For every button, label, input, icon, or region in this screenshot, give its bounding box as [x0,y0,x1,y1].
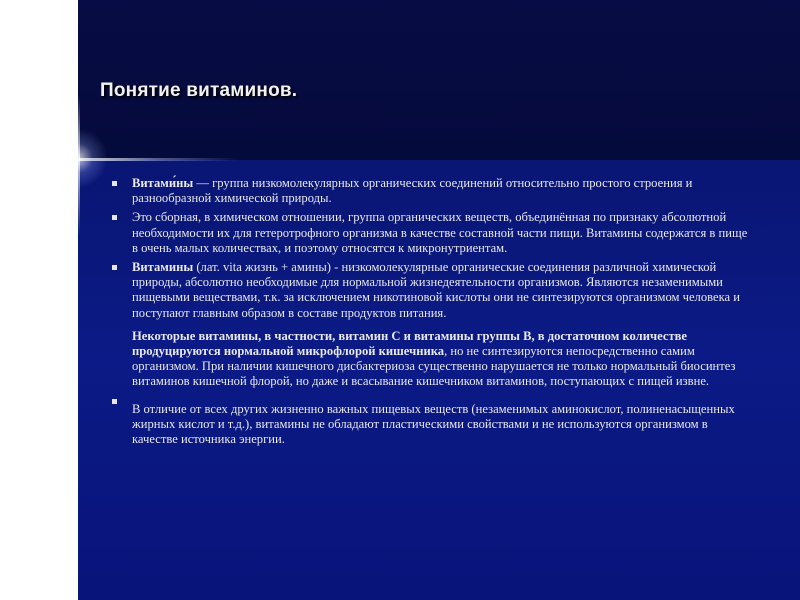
bullet-icon [112,399,117,404]
paragraph-gap [132,321,750,329]
bullet-icon [112,265,117,270]
microflora-paragraph [132,329,750,390]
slide-title: Понятие витаминов. [100,80,298,101]
bullet-item [110,260,750,390]
definition-text: — группа низкомолекулярных органических соединений относительно простого строения и разнообразной химической природы. [132,176,693,206]
microflora-bold-text: Некоторые витамины, в частности, витамин С и витамины группы В, в достаточном количестве продуцируются нормальной микрофлорой кишечника [132,328,688,359]
slide-body [110,176,750,451]
bullet-item [110,176,750,206]
description-text: Это сборная, в химическом отношении, группа органических веществ, объединённая по признаку абсолютной необходимости их для гетеротрофного организма в качестве составной части пищи. Витамины содержатся в пище в очень малых количествах, и поэтому относятся к микронутриентам. [132,210,748,255]
energy-paragraph: В отличие от всех других жизненно важных пищевых веществ (незаменимых аминокислот, полиненасыщенных жирных кислот и т.д.), витамины не обладают пластическими свойствами и не используются организмом в качестве источника энергии. [132,401,735,447]
slide [78,0,800,600]
paragraph-gap [132,394,750,402]
term-vitamins: Витамины [132,260,194,275]
term-vitamins: Витами́ны [132,176,194,190]
bullet-item [110,394,750,448]
bullet-icon [112,215,117,220]
definition-text: (лат. vita жизнь + амины) - низкомолекулярные органические соединения различной химической природы, абсолютно необходимые для нормальной жизнедеятельности организмов. Являются незаменимыми пищевыми веществами, т.к. за исключением никотиновой кислоты они не синтезируются организмом человека и поступают главным образом в составе продуктов питания. [132,260,740,320]
microflora-text: , но не синтезируются непосредственно самим организмом. При наличии кишечного дисбактериоза существенно нарушается не только нормальный биосинтез витаминов кишечной флорой, но даже и всасывание кишечником витаминов, поступающих с пищей извне. [132,344,736,389]
bullet-icon [112,181,117,186]
bullet-item [110,210,750,256]
